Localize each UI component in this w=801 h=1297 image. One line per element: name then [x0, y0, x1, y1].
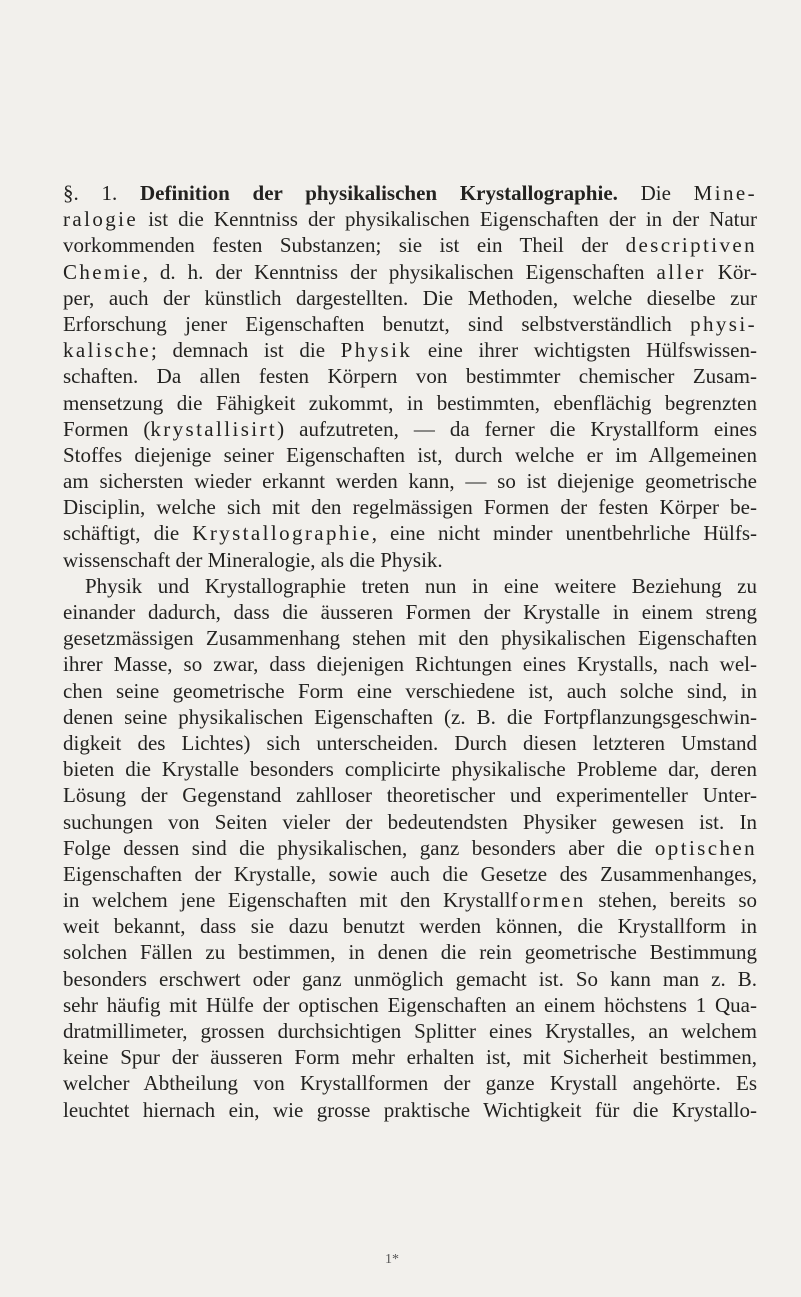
- body-text: [63, 180, 757, 1123]
- text-line: [63, 992, 757, 1018]
- emphasized-term: physi-: [690, 311, 757, 336]
- text-line: [63, 782, 757, 808]
- text-line: [63, 285, 757, 311]
- text-line: [63, 337, 757, 363]
- section-heading: Definition der physikalischen Krystallographie.: [139, 181, 618, 205]
- text-run: Disciplin, welche sich mit den regelmässigen Formen der festen Körper be-: [63, 495, 757, 520]
- emphasized-term: Mine-: [693, 181, 757, 205]
- text-run: Eigenschaften der Krystalle, sowie auch die Gesetze des Zusammenhanges,: [63, 861, 757, 886]
- text-line: [63, 887, 757, 913]
- emphasized-term: Chemie: [63, 259, 143, 284]
- text-line: [63, 416, 757, 442]
- emphasized-term: kalische: [63, 338, 152, 363]
- emphasized-term: krystallisirt: [150, 416, 278, 441]
- text-line: [63, 966, 757, 992]
- text-line: [63, 180, 757, 206]
- text-run: ) aufzutreten, — da ferner die Krystallform eines: [277, 416, 757, 441]
- text-run: ihrer Masse, so zwar, dass diejenigen Richtungen eines Krystalls, nach wel-: [63, 652, 757, 677]
- text-run: eine ihrer wichtigsten Hülfswissen-: [412, 338, 757, 363]
- text-run: Formen (: [63, 416, 151, 441]
- text-run: Stoffes diejenige seiner Eigenschaften ist, durch welche er im Allgemeinen: [63, 442, 757, 467]
- text-line: [63, 625, 757, 651]
- text-line: [63, 1097, 757, 1123]
- text-run: stehen, bereits so: [585, 888, 757, 913]
- text-run: bieten die Krystalle besonders complicirte physikalische Probleme dar, deren: [63, 757, 757, 782]
- text-run: Folge dessen sind die physikalischen, ganz besonders aber die: [63, 835, 655, 860]
- text-run: gesetzmässigen Zusammenhang stehen mit den physikalischen Eigenschaften: [63, 626, 757, 651]
- text-run: Kör-: [705, 259, 757, 284]
- text-run: besonders erschwert oder ganz unmöglich gemacht ist. So kann man z. B.: [63, 966, 757, 991]
- text-run: am sichersten wieder erkannt werden kann, — so ist diejenige geometrische: [63, 469, 757, 494]
- text-line: [63, 1018, 757, 1044]
- text-line: [63, 363, 757, 389]
- text-run: wissenschaft der Mineralogie, als die Physik.: [63, 547, 443, 572]
- text-line: [63, 206, 757, 232]
- text-line: [63, 809, 757, 835]
- text-line: [63, 599, 757, 625]
- text-line: [63, 913, 757, 939]
- text-line: [63, 651, 757, 677]
- text-run: mensetzung die Fähigkeit zukommt, in bestimmten, ebenflächig begrenzten: [63, 390, 757, 415]
- text-line: [63, 861, 757, 887]
- text-line: [63, 232, 757, 258]
- text-run: per, auch der künstlich dargestellten. Die Methoden, welche dieselbe zur: [63, 285, 757, 310]
- emphasized-term: formen: [510, 888, 586, 913]
- text-line: [63, 704, 757, 730]
- emphasized-term: Physik: [340, 338, 413, 363]
- text-run: sehr häufig mit Hülfe der optischen Eigenschaften an einem höchstens 1 Qua-: [63, 992, 757, 1017]
- text-run: schäftigt, die: [63, 521, 193, 546]
- text-line: [63, 939, 757, 965]
- text-line: [63, 468, 757, 494]
- text-line: [63, 520, 757, 546]
- text-run: §. 1.: [63, 181, 140, 205]
- text-run: denen seine physikalischen Eigenschaften (z. B. die Fortpflanzungsgeschwin-: [63, 704, 757, 729]
- text-run: , eine nicht minder unentbehrliche Hülfs-: [371, 521, 757, 546]
- text-run: ist die Kenntniss der physikalischen Eigenschaften der in der Natur: [138, 207, 757, 232]
- text-run: Die: [617, 181, 694, 205]
- text-line: [63, 573, 757, 599]
- text-line: [63, 311, 757, 337]
- signature-mark: 1*: [385, 1252, 399, 1267]
- text-run: Erforschung jener Eigenschaften benutzt, sind selbstverständlich: [63, 311, 691, 336]
- text-run: einander dadurch, dass die äusseren Formen der Krystalle in einem streng: [63, 600, 757, 624]
- text-run: welcher Abtheilung von Krystallformen der ganze Krystall angehörte. Es: [63, 1071, 757, 1096]
- text-line: [63, 1044, 757, 1070]
- text-line: [63, 1070, 757, 1096]
- text-run: schaften. Da allen festen Körpern von bestimmter chemischer Zusam-: [63, 364, 757, 389]
- emphasized-term: ralogie: [63, 207, 139, 232]
- text-run: dratmillimeter, grossen durchsichtigen Splitter eines Krystalles, an welchem: [63, 1019, 757, 1043]
- text-line: [63, 390, 757, 416]
- emphasized-term: Krystallographie: [192, 521, 372, 546]
- text-run: solchen Fällen zu bestimmen, in denen die rein geometrische Bestimmung: [63, 940, 757, 965]
- text-run: , d. h. der Kenntniss der physikalischen Eigenschaften: [142, 259, 657, 284]
- text-run: suchungen von Seiten vieler der bedeutendsten Physiker gewesen ist. In: [63, 809, 757, 834]
- emphasized-term: aller: [656, 259, 706, 284]
- text-run: in welchem jene Eigenschaften mit den Krystall: [63, 888, 511, 913]
- text-run: Physik und Krystallographie treten nun in eine weitere Beziehung zu: [85, 573, 757, 598]
- text-run: chen seine geometrische Form eine verschiedene ist, auch solche sind, in: [63, 678, 757, 703]
- text-line: [63, 756, 757, 782]
- text-line: [63, 678, 757, 704]
- text-line: [63, 259, 757, 285]
- text-run: weit bekannt, dass sie dazu benutzt werden können, die Krystallform in: [63, 914, 757, 939]
- emphasized-term: optischen: [654, 835, 757, 860]
- text-line: [63, 730, 757, 756]
- text-run: Lösung der Gegenstand zahlloser theoretischer und experimenteller Unter-: [63, 783, 757, 808]
- emphasized-term: descriptiven: [625, 233, 757, 258]
- text-run: vorkommenden festen Substanzen; sie ist ein Theil der: [63, 233, 626, 258]
- text-run: digkeit des Lichtes) sich unterscheiden. Durch diesen letzteren Umstand: [63, 730, 757, 755]
- text-line: [63, 494, 757, 520]
- text-line: [63, 547, 757, 573]
- text-run: ; demnach ist die: [151, 338, 341, 363]
- text-line: [63, 835, 757, 861]
- text-run: keine Spur der äusseren Form mehr erhalten ist, mit Sicherheit bestimmen,: [63, 1045, 757, 1070]
- text-line: [63, 442, 757, 468]
- text-run: leuchtet hiernach ein, wie grosse praktische Wichtigkeit für die Krystallo-: [63, 1097, 757, 1122]
